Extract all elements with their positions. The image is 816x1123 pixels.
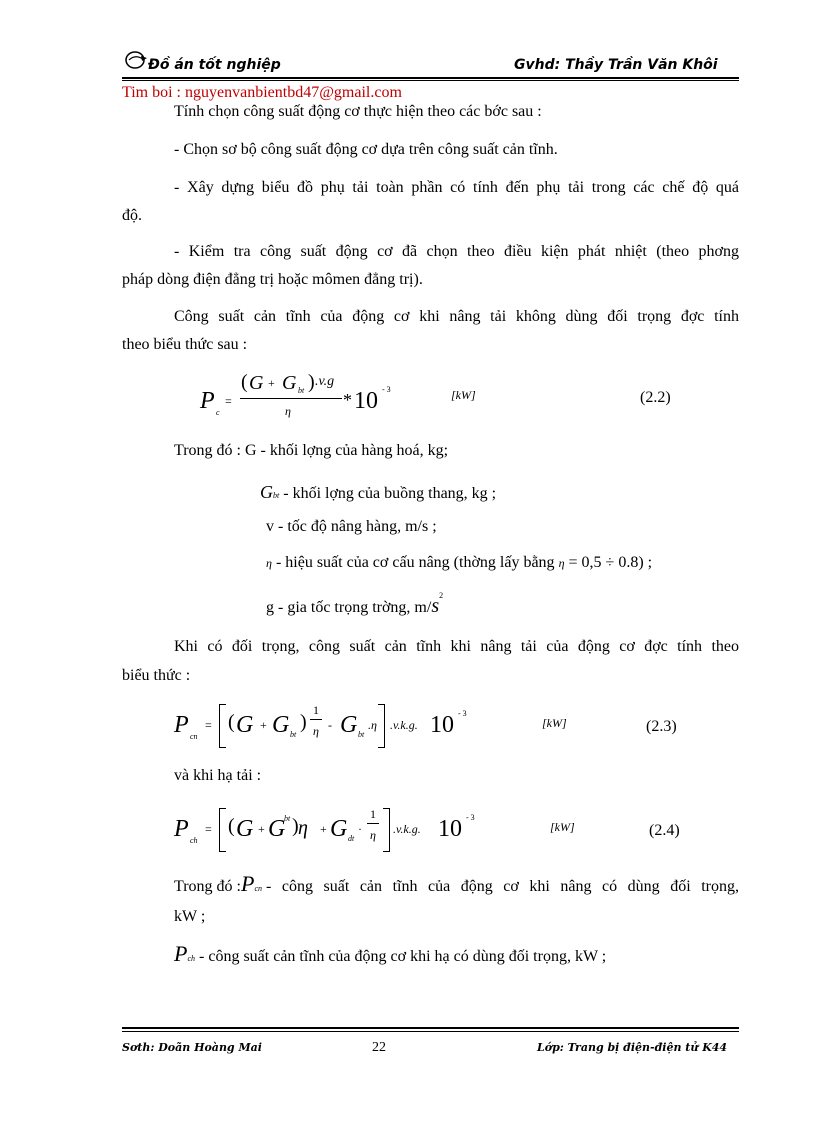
equation-number: (2.4) bbox=[649, 822, 680, 839]
paragraph: pháp dòng điện đẳng trị hoặc mômen đẳng trị). bbox=[122, 271, 423, 288]
equation-number: (2.3) bbox=[646, 718, 677, 735]
footer-rule bbox=[122, 1027, 739, 1029]
header-rule bbox=[122, 77, 739, 79]
paragraph: kW ; bbox=[174, 908, 206, 925]
definition-pch: Pch - công suất cản tĩnh của động cơ khi hạ có dùng đối trọng, kW ; bbox=[174, 941, 607, 966]
paragraph: - Chọn sơ bộ công suất động cơ dựa trên công suất cản tĩnh. bbox=[174, 141, 558, 158]
paragraph: Tính chọn công suất động cơ thực hiện theo các bớc sau : bbox=[174, 103, 542, 120]
definition-eta: η - hiệu suất của cơ cấu nâng (thờng lấy bằng η = 0,5 ÷ 0.8) ; bbox=[266, 554, 653, 571]
equation-2-4: P ch = ( G + G bt ) η + G dt · 1 η .v.k.g. 10 - 3 [kW] bbox=[174, 804, 694, 864]
equation-2-2: P c = ( G + G bt ) .v.g η * 10 - 3 [kW] bbox=[200, 371, 476, 418]
paragraph: Trong đó : G - khối lợng của hàng hoá, kg; bbox=[174, 442, 449, 459]
footer-author: Sơth: Doãn Hoàng Mai bbox=[122, 1041, 262, 1054]
header-title: Đồ án tốt nghiệp bbox=[148, 57, 281, 73]
paragraph-where: Trong đó : Pcn - công suất cản tĩnh của động cơ khi nâng có dùng đối trọng, bbox=[174, 871, 739, 896]
equation-number: (2.2) bbox=[640, 389, 671, 406]
paragraph: và khi hạ tải : bbox=[174, 767, 262, 784]
paragraph: biểu thức : bbox=[122, 667, 191, 684]
paragraph: độ. bbox=[122, 207, 142, 224]
header-rule-thin bbox=[122, 80, 739, 81]
footer-rule-thin bbox=[122, 1031, 739, 1032]
definition-g: g - gia tốc trọng trờng, $m/s^2$ bbox=[266, 591, 444, 617]
paragraph: Khi có đối trọng, công suất cản tĩnh khi nâng tải của động cơ đợc tính theo bbox=[174, 638, 739, 655]
paragraph: theo biểu thức sau : bbox=[122, 336, 248, 353]
header-supervisor: Gvhd: Thầy Trần Văn Khôi bbox=[514, 57, 718, 73]
definition-gbt: Gbt - khối lợng của buồng thang, kg ; bbox=[260, 482, 497, 502]
page-number: 22 bbox=[372, 1040, 386, 1055]
contact-email: Tim boi : nguyenvanbientbd47@gmail.com bbox=[122, 84, 402, 101]
paragraph: - Kiểm tra công suất động cơ đã chọn theo điều kiện phát nhiệt (theo phơng bbox=[174, 243, 739, 260]
logo-icon bbox=[125, 50, 149, 70]
paragraph: - Xây dựng biểu đồ phụ tải toàn phần có tính đến phụ tải trong các chế độ quá bbox=[174, 179, 739, 196]
footer-class: Lớp: Trang bị điện-điện tử K44 bbox=[537, 1041, 728, 1054]
paragraph: Công suất cản tĩnh của động cơ khi nâng tải không dùng đối trọng đợc tính bbox=[174, 308, 739, 325]
definition-v: v - tốc độ nâng hàng, m/s ; bbox=[266, 518, 437, 535]
equation-2-3: P cn = ( G + G bt ) 1 η - G bt .η .v.k.g. 10 - 3 [kW] bbox=[174, 700, 694, 760]
